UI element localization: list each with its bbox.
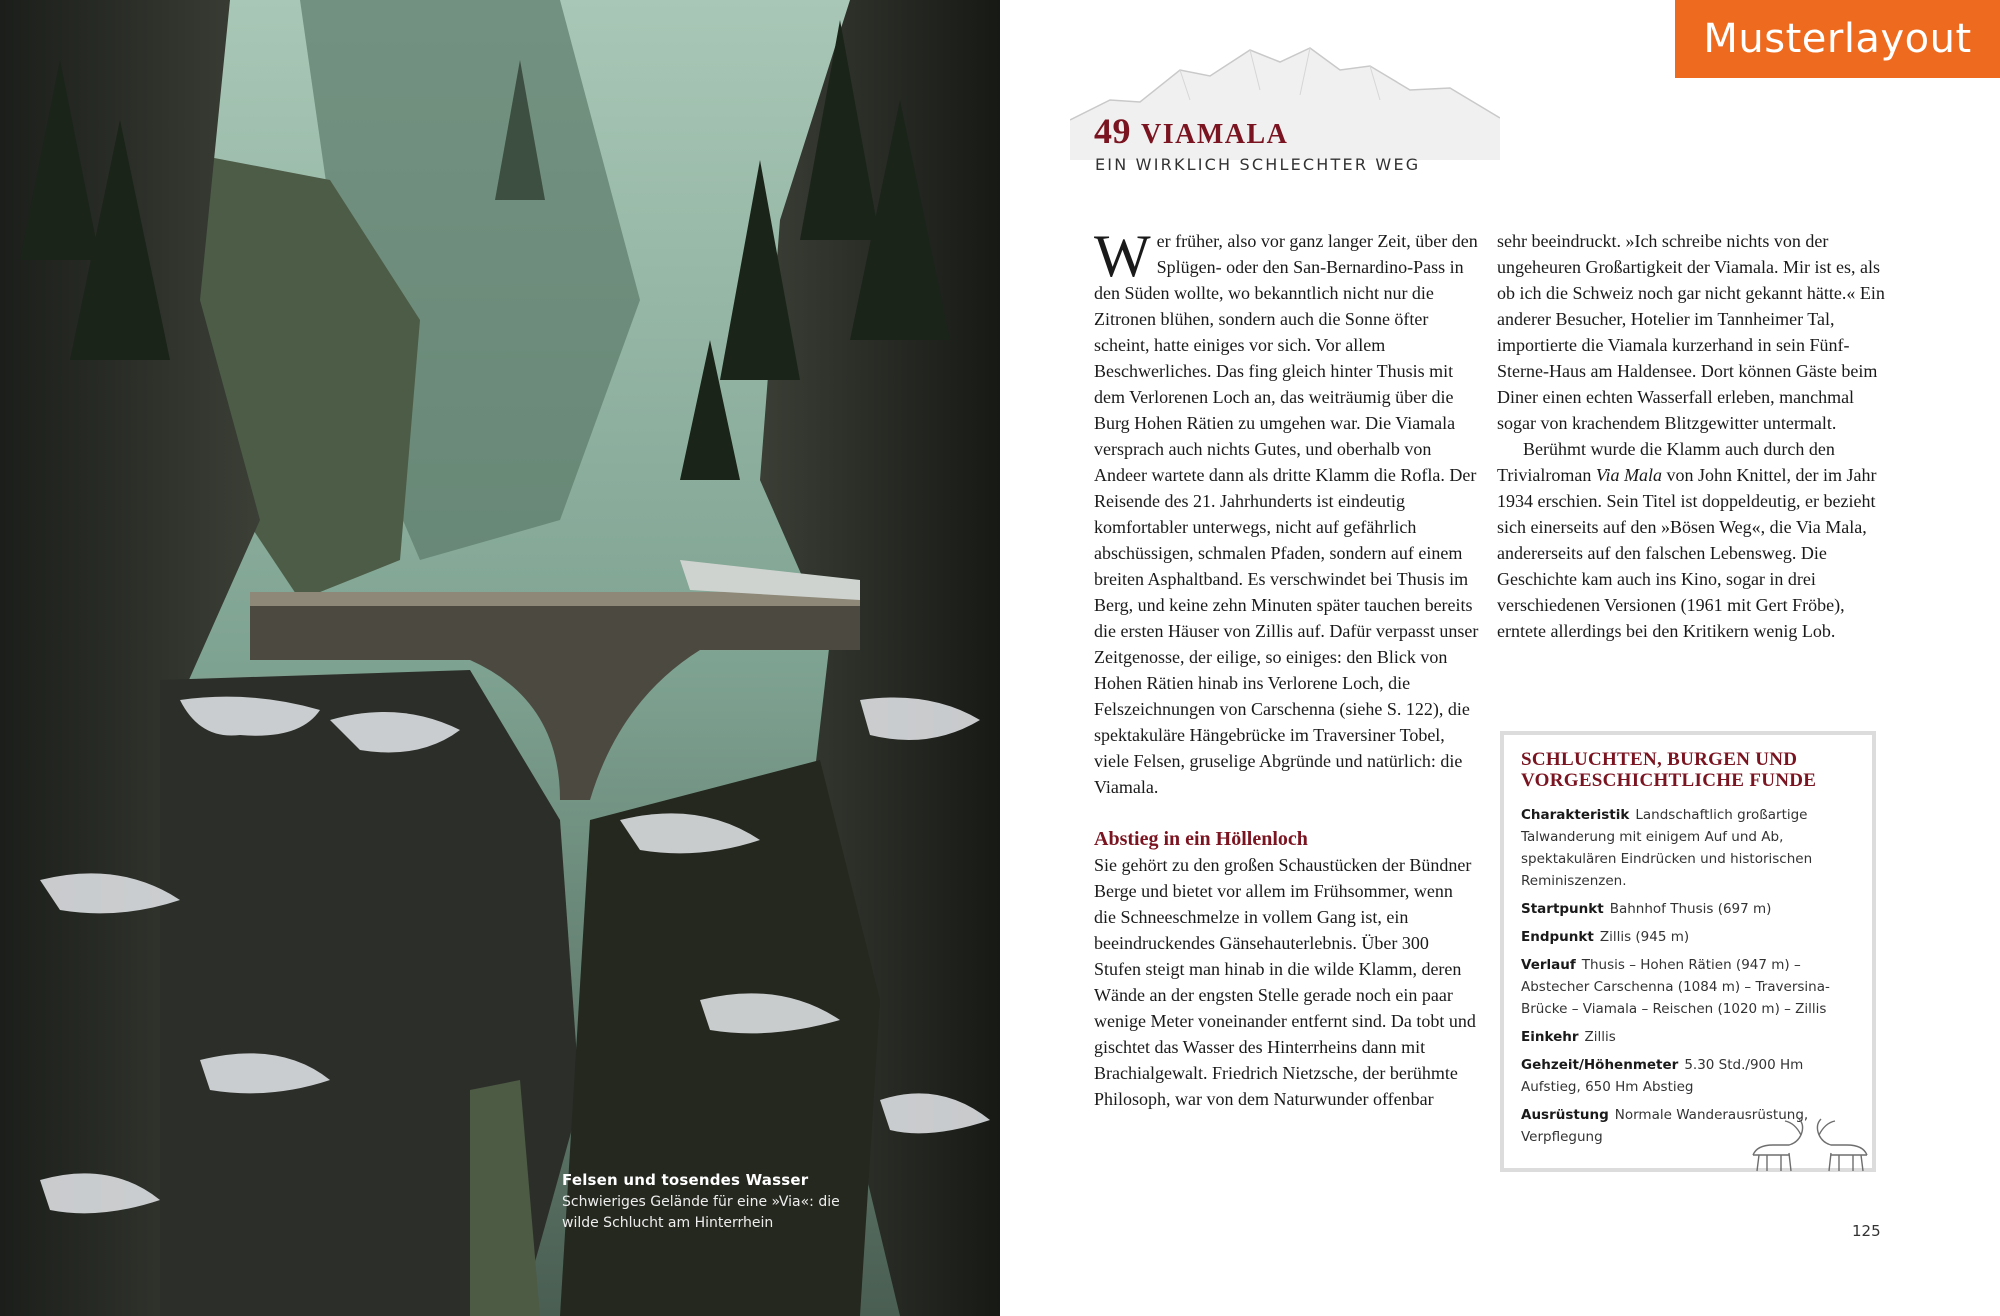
info-list bbox=[1521, 804, 1866, 1154]
tour-info-box bbox=[1500, 731, 1876, 1172]
info-item-value: Normale Wanderausrüstung, Verpflegung bbox=[1521, 1107, 1809, 1145]
info-item-value: 5.30 Std./900 Hm Aufstieg, 650 Hm Abstieg bbox=[1521, 1057, 1804, 1095]
info-item-label: Gehzeit/Höhenmeter bbox=[1521, 1057, 1679, 1073]
info-item bbox=[1521, 898, 1866, 920]
novel-title: Via Mala bbox=[1595, 465, 1662, 485]
info-item bbox=[1521, 926, 1866, 948]
ibex-icon bbox=[1745, 1115, 1875, 1175]
chapter-number: 49 bbox=[1094, 111, 1131, 151]
info-item bbox=[1521, 1054, 1866, 1098]
info-item-label: Endpunkt bbox=[1521, 929, 1594, 945]
section-heading: Abstieg in ein Höllenloch bbox=[1094, 828, 1308, 850]
body-paragraph-novel bbox=[1497, 436, 1897, 644]
body-paragraph-continued: sehr beeindruckt. »Ich schreibe nichts von der ungeheuren Großartigkeit der Viamala. Mir ist es, als ob ich die Schweiz noch gar nicht gekannt hätte.« Ein anderer Besucher, Hotelier im Tannheimer Tal, importierte die Viamala kurzerhand in sein Fünf-Sterne-Haus am Haldensee. Dort können Gäste beim Diner einen echten Wasserfall erleben, manchmal sogar von krachendem Blitzgewitter untermalt. bbox=[1497, 231, 1885, 433]
info-item-value: Zillis (945 m) bbox=[1599, 929, 1690, 945]
info-item-label: Charakteristik bbox=[1521, 807, 1630, 823]
body-paragraph: Sie gehört zu den großen Schaustücken der Bündner Berge und bietet vor allem im Frühsommer, wenn die Schneeschmelze in vollem Gang ist, ein beeindruckendes Gänsehauterlebnis. Über 300 Stufen steigt man hinab in die wilde Klamm, deren Wände an der engsten Stelle gerade noch ein paar wenige Meter voneinander entfernt sind. Da tobt und gischtet das Wasser des Hinterrheins dann mit Brachialgewalt. Friedrich Nietzsche, der berühmte Philosoph, war von dem Naturwunder offenbar bbox=[1094, 855, 1476, 1109]
novel-text-a: Berühmt wurde die Klamm auch durch den Trivialroman bbox=[1497, 439, 1835, 485]
musterlayout-badge: Musterlayout bbox=[1675, 0, 2000, 78]
chapter-subtitle: EIN WIRKLICH SCHLECHTER WEG bbox=[1095, 155, 1421, 174]
photo-caption bbox=[562, 1171, 862, 1234]
info-item-value: Zillis bbox=[1584, 1029, 1616, 1045]
info-box-title: SCHLUCHTEN, BURGEN UND VORGESCHICHTLICHE FUNDE bbox=[1521, 749, 1817, 791]
chapter-name: VIAMALA bbox=[1141, 119, 1289, 150]
intro-paragraph bbox=[1094, 223, 1479, 800]
info-item-value: Landschaftlich großartige Talwanderung mit einigem Auf und Ab, spektakulären Eindrücken und historischen Reminiszenzen. bbox=[1521, 807, 1813, 889]
info-item bbox=[1521, 1026, 1866, 1048]
dropcap: W bbox=[1094, 223, 1151, 289]
novel-text-b: von John Knittel, der im Jahr 1934 erschien. Sein Titel ist doppeldeutig, er bezieht sich einerseits auf den »Bösen Weg«, die Via Mala, andererseits auf den falschen Lebensweg. Die Geschichte kam auch ins Kino, sogar in drei verschiedenen Versionen (1961 mit Gert Fröbe), erntete allerdings bei den Kritikern wenig Lob. bbox=[1497, 465, 1877, 641]
info-item-label: Verlauf bbox=[1521, 957, 1576, 973]
body-column-left bbox=[1094, 223, 1479, 1112]
info-item-label: Einkehr bbox=[1521, 1029, 1579, 1045]
body-column-right bbox=[1497, 228, 1897, 644]
info-item-label: Startpunkt bbox=[1521, 901, 1604, 917]
info-item-value: Thusis – Hohen Rätien (947 m) – Abstecher Carschenna (1084 m) – Traversina-Brücke – Viamala – Reischen (1020 m) – Zillis bbox=[1521, 957, 1830, 1017]
info-item-label: Ausrüstung bbox=[1521, 1107, 1609, 1123]
page-number: 125 bbox=[1852, 1222, 1881, 1240]
intro-text: er früher, also vor ganz langer Zeit, über den Splügen- oder den San-Bernardino-Pass in den Süden wollte, wo bekanntlich nicht nur die Zitronen blühen, sondern auch die Sonne öfter scheint, hatte einiges vor sich. Vor allem Beschwerliches. Das fing gleich hinter Thusis mit dem Verlorenen Loch an, das weiträumig über die Burg Hohen Rätien zu umgehen war. Die Viamala versprach auch nichts Gutes, und oberhalb von Andeer wartete dann als dritte Klamm die Rofla. Der Reisende des 21. Jahrhunderts ist eindeutig komfortabler unterwegs, nicht auf gefährlich abschüssigen, schmalen Pfaden, sondern auf einem breiten Asphaltband. Es verschwindet bei Thusis im Berg, und keine zehn Minuten später tauchen bereits die ersten Häuser von Zillis auf. Dafür verpasst unser Zeitgenosse, der eilige, so einiges: den Blick von Hohen Rätien hinab ins Verlorene Loch, die Felszeichnungen von Carschenna (siehe S. 122), die spektakuläre Hängebrücke im Traversiner Tobel, viele Felsen, gruselige Abgründe und natürlich: die Viamala. bbox=[1094, 231, 1479, 797]
chapter-title bbox=[1094, 110, 1288, 152]
photo-caption-title: Felsen und tosendes Wasser bbox=[562, 1171, 809, 1189]
info-item bbox=[1521, 954, 1866, 1020]
info-item bbox=[1521, 804, 1866, 892]
photo-caption-text: Schwieriges Gelände für eine »Via«: die wilde Schlucht am Hinterrhein bbox=[562, 1194, 840, 1231]
info-item-value: Bahnhof Thusis (697 m) bbox=[1609, 901, 1772, 917]
